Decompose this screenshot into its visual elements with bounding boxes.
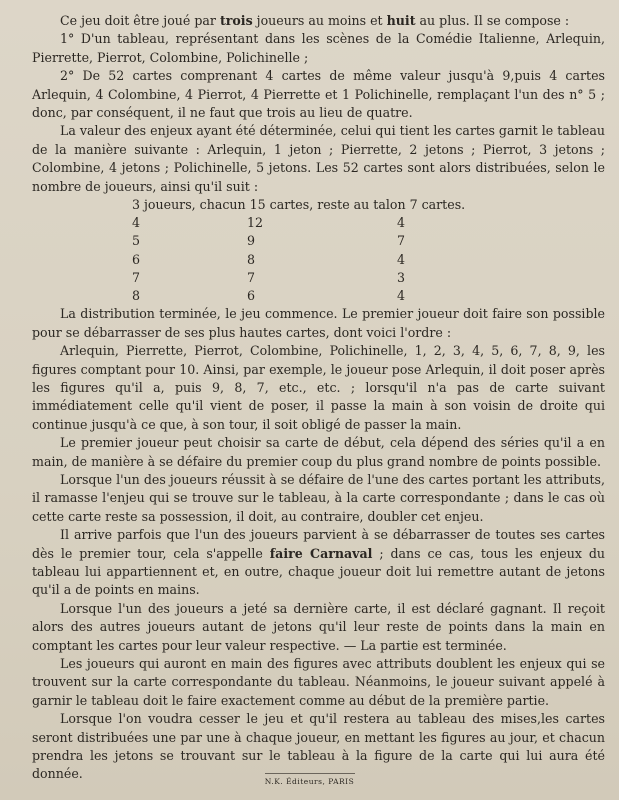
paragraph-premier: Le premier joueur peut choisir sa carte de début, cela dépend des séries qu'il a en main, de manière à se défaire du premier coup du plus grand nombre de points possible. <box>32 435 605 469</box>
paragraph-gagnant: Lorsque l'un des joueurs a jeté sa dernière carte, il est déclaré gagnant. Il reçoit alors des autres joueurs autant de jetons qu'il leur reste de points dans la main en comptant les cartes pour leur valeur respective. — La partie est terminée. <box>32 600 605 653</box>
table-cell-cards: 6 <box>247 288 256 304</box>
table-row <box>132 287 605 305</box>
publisher-name: N.K. Éditeurs, PARIS <box>264 777 355 786</box>
carnaval-text-b: ; dans ce cas, tous les enjeux du tableau lui appartiennent et, en outre, chaque joueur doit lui remettre autant de jetons qu'il a de points en mains. <box>32 545 605 598</box>
paragraph-distribution: La distribution terminée, le jeu commence. Le premier joueur doit faire son possible pour se débarrasser de ses plus hautes cartes, dont voici l'ordre : <box>32 306 605 340</box>
table-cell-cards: 12 <box>247 215 264 231</box>
carnaval-bold: faire Carnaval <box>269 545 373 561</box>
intro-paragraph <box>32 12 605 30</box>
carnaval-text-a: Il arrive parfois que l'un des joueurs parvient à se débarrasser de toutes ses cartes dès le premier tour, cela s'appelle <box>32 527 605 561</box>
table-cell-cards: 9 <box>247 233 256 249</box>
intro-text-b: joueurs au moins et <box>252 13 387 28</box>
table-row <box>132 232 605 250</box>
table-cell-players: 7 <box>132 269 141 285</box>
table-cell-talon: 4 <box>397 215 406 231</box>
paragraph-ordre: Arlequin, Pierrette, Pierrot, Colombine, Polichinelle, 1, 2, 3, 4, 5, 6, 7, 8, 9, les figures comptant pour 10. Ainsi, par exemple, le joueur pose Arlequin, il doit poser après les figures qu'il a, puis 9, 8, 7, etc., etc. ; lorsqu'il n'a pas de carte suivant immédiatement celle qu'il vient de poser, il passe la main à son voisin de droite qui continue jusqu'à ce que, à son tour, il soit obligé de passer la main. <box>32 343 605 432</box>
intro-text-a: Ce jeu doit être joué par <box>60 13 220 28</box>
table-cell-talon: 3 <box>397 269 406 285</box>
paragraph-valeur: La valeur des enjeux ayant été déterminée, celui qui tient les cartes garnit le tableau de la manière suivante : Arlequin, 1 jeton ; Pierrette, 2 jetons ; Pierrot, 3 jetons ; Colombine, 4 jetons ; Polichinelle, 5 jetons. Les 52 cartes sont alors distribuées, selon le nombre de joueurs, ainsi qu'il suit : <box>32 123 605 194</box>
table-cell-players: 5 <box>132 233 141 249</box>
list-item-1: 1° D'un tableau, représentant dans les scènes de la Comédie Italienne, Arlequin, Pierrette, Pierrot, Colombine, Polichinelle ; <box>32 31 605 65</box>
footer-rule <box>265 773 355 775</box>
table-cell-players: 4 <box>132 215 141 231</box>
intro-text-c: au plus. Il se compose : <box>415 13 570 28</box>
table-row <box>132 269 605 287</box>
distribution-table-header: 3 joueurs, chacun 15 cartes, reste au talon 7 cartes. <box>132 197 466 213</box>
paragraph-carnaval <box>32 526 605 600</box>
paragraph-cesser: Lorsque l'on voudra cesser le jeu et qu'il restera au tableau des mises,les cartes seront distribuées une par une à chaque joueur, en mettant les figures au jour, et chacun prendra les jetons se trouvant sur le tableau à la figure de la carte qui lui aura été donnée. <box>32 711 605 782</box>
list-item-2: 2° De 52 cartes comprenant 4 cartes de même valeur jusqu'à 9,puis 4 cartes Arlequin, 4 Colombine, 4 Pierrot, 4 Pierrette et 1 Polichinelle, remplaçant l'un des n° 5 ; donc, par conséquent, il ne faut que trois au lieu de quatre. <box>32 68 605 121</box>
table-row <box>132 214 605 232</box>
publisher-footer <box>0 773 619 786</box>
table-cell-players: 8 <box>132 288 141 304</box>
table-cell-players: 6 <box>132 251 141 267</box>
table-cell-talon: 7 <box>397 233 406 249</box>
intro-bold-huit: huit <box>386 13 416 28</box>
table-row <box>132 251 605 269</box>
intro-bold-trois: trois <box>219 13 253 28</box>
distribution-table <box>132 196 605 305</box>
table-cell-talon: 4 <box>397 288 406 304</box>
table-cell-talon: 4 <box>397 251 406 267</box>
paragraph-figures: Les joueurs qui auront en main des figures avec attributs doublent les enjeux qui se trouvent sur la carte correspondante du tableau. Néanmoins, le joueur suivant appelé à garnir le tableau doit le faire exactement comme au début de la première partie. <box>32 656 605 708</box>
table-cell-cards: 7 <box>247 269 256 285</box>
table-cell-cards: 8 <box>247 251 256 267</box>
paragraph-lorsque: Lorsque l'un des joueurs réussit à se défaire de l'une des cartes portant les attributs, il ramasse l'enjeu qui se trouve sur le tableau, à la carte correspondante ; dans le cas où cette carte reste sa possession, il doit, au contraire, doubler cet enjeu. <box>32 471 605 524</box>
